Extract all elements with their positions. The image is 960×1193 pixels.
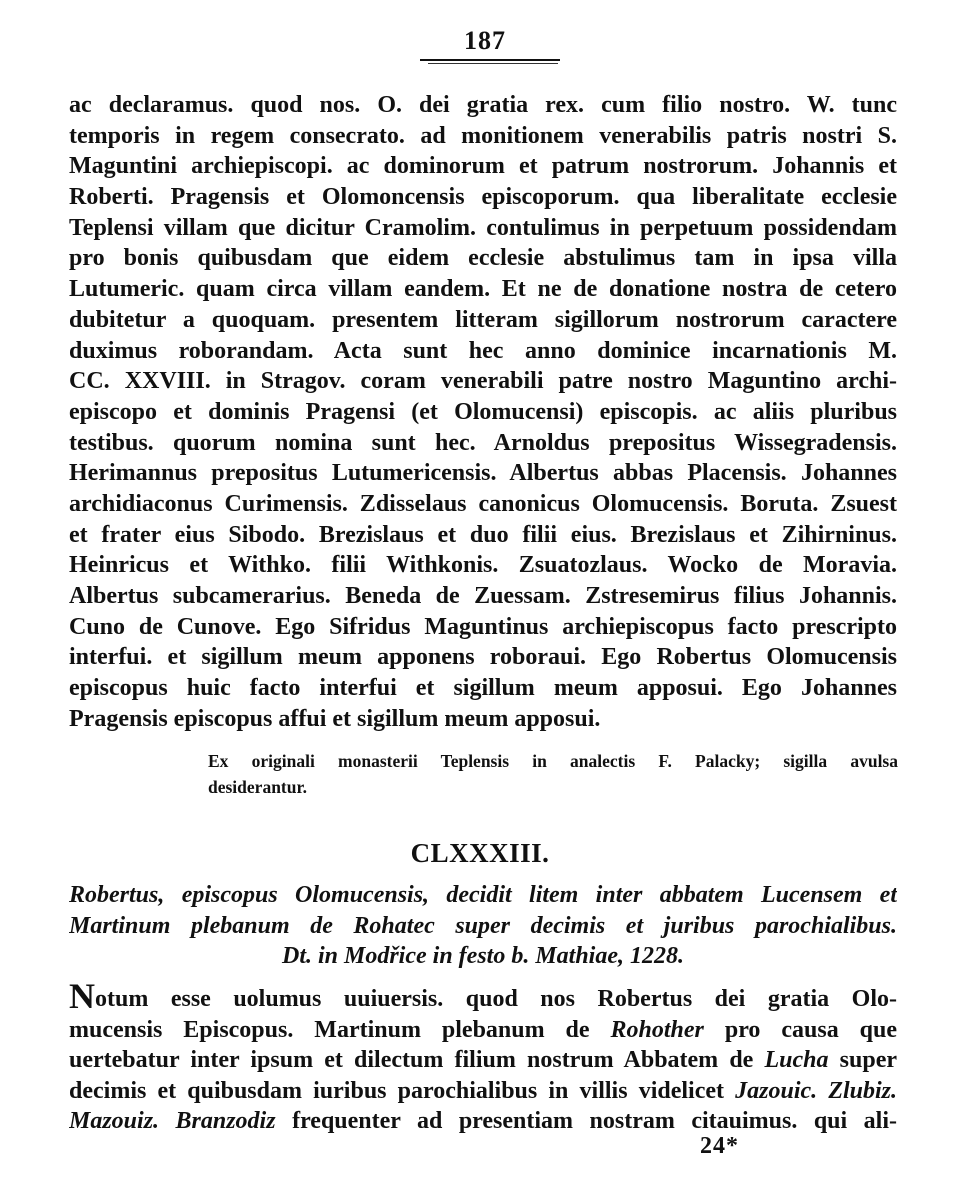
text-line: [69, 1106, 897, 1137]
page-number: 187: [464, 26, 506, 55]
text-line: et frater eius Sibodo. Brezislaus et duo filii eius. Brezislaus et Zihirninus.: [69, 521, 897, 548]
text-fragment: pro causa que: [724, 1016, 897, 1043]
text-line: testibus. quorum nomina sunt hec. Arnoldus prepositus Wissegradensis.: [69, 429, 897, 456]
text-fragment: super: [839, 1047, 897, 1073]
text-line: Pragensis episcopus affui et sigillum meum apposui.: [69, 705, 601, 732]
text-fragment: frequenter ad presentiam nostram citauimus. qui ali-: [292, 1108, 897, 1134]
text-line: ac declaramus. quod nos. O. dei gratia rex. cum filio nostro. W. tunc: [69, 92, 897, 118]
text-line: duximus roborandam. Acta sunt hec anno dominice incarnationis M.: [69, 337, 897, 364]
source-note-line: desiderantur.: [208, 777, 308, 797]
charter-text: [69, 984, 897, 1137]
signature-mark: 24*: [700, 1133, 739, 1159]
header-rule: [420, 59, 560, 61]
place-name: Rohother: [610, 1016, 704, 1043]
text-line: interfui. et sigillum meum apponens roboraui. Ego Robertus Olomucensis: [69, 644, 897, 671]
text-fragment: otum esse uolumus uuiuersis. quod nos Robertus dei gratia Olo-: [95, 986, 897, 1012]
initial-letter: N: [69, 984, 95, 1015]
source-note-line: Ex originali monasterii Teplensis in analectis F. Palacky; sigilla avulsa: [208, 751, 898, 771]
text-line: episcopo et dominis Pragensi (et Olomucensi) episcopis. ac aliis pluribus: [69, 398, 897, 425]
text-line: Cuno de Cunove. Ego Sifridus Maguntinus archiepiscopus facto prescripto: [69, 613, 897, 640]
summary-line: Martinum plebanum de Rohatec super decimis et juribus parochialibus.: [69, 912, 897, 939]
summary-date-line: Dt. in Modřice in festo b. Mathiae, 1228.: [281, 943, 684, 969]
text-line: dubitetur a quoquam. presentem litteram sigillorum nostrorum caractere: [69, 306, 897, 333]
document-summary: [69, 880, 897, 972]
source-note: [208, 748, 898, 800]
place-name: Lucha: [764, 1047, 829, 1073]
page-header: [420, 26, 560, 66]
text-line: temporis in regem consecrato. ad monitionem venerabilis patris nostri S.: [69, 122, 897, 149]
text-line: archidiaconus Curimensis. Zdisselaus canonicus Olomucensis. Boruta. Zsuest: [69, 490, 897, 517]
text-line: [69, 1045, 897, 1076]
text-line: Roberti. Pragensis et Olomoncensis episcoporum. qua liberalitate ecclesie: [69, 184, 897, 211]
place-name: Mazouiz. Branzodiz: [69, 1108, 276, 1134]
text-fragment: mucensis Episcopus. Martinum plebanum de: [69, 1016, 590, 1043]
text-line: [69, 1015, 897, 1046]
text-fragment: uertebatur inter ipsum et dilectum filium nostrum Abbatem de: [69, 1047, 754, 1073]
text-line: Herimannus prepositus Lutumericensis. Albertus abbas Placensis. Johannes: [69, 460, 897, 487]
text-line: Teplensi villam que dicitur Cramolim. contulimus in perpetuum possidendam: [69, 214, 897, 241]
text-line: [69, 1076, 897, 1107]
text-fragment: decimis et quibusdam iuribus parochialibus in villis videlicet: [69, 1077, 725, 1104]
place-name: Jazouic. Zlubiz.: [735, 1077, 897, 1104]
text-line: Heinricus et Withko. filii Withkonis. Zsuatozlaus. Wocko de Moravia.: [69, 552, 897, 579]
charter-text-continued: [69, 90, 897, 734]
header-rule-thin: [428, 63, 558, 64]
summary-line: Robertus, episcopus Olomucensis, decidit litem inter abbatem Lucensem et: [69, 882, 897, 908]
text-line: [69, 984, 897, 1015]
text-line: Albertus subcamerarius. Beneda de Zuessam. Zstresemirus filius Johannis.: [69, 583, 897, 609]
document-number-heading: CLXXXIII.: [410, 838, 550, 868]
text-line: Maguntini archiepiscopi. ac dominorum et patrum nostrorum. Johannis et: [69, 153, 897, 180]
text-line: CC. XXVIII. in Stragov. coram venerabili patre nostro Maguntino archi-: [69, 368, 897, 395]
text-line: Lutumeric. quam circa villam eandem. Et ne de donatione nostra de cetero: [69, 276, 897, 303]
text-line: pro bonis quibusdam que eidem ecclesie abstulimus tam in ipsa villa: [69, 245, 897, 272]
text-line: episcopus huic facto interfui et sigillum meum apposui. Ego Johannes: [69, 675, 897, 702]
